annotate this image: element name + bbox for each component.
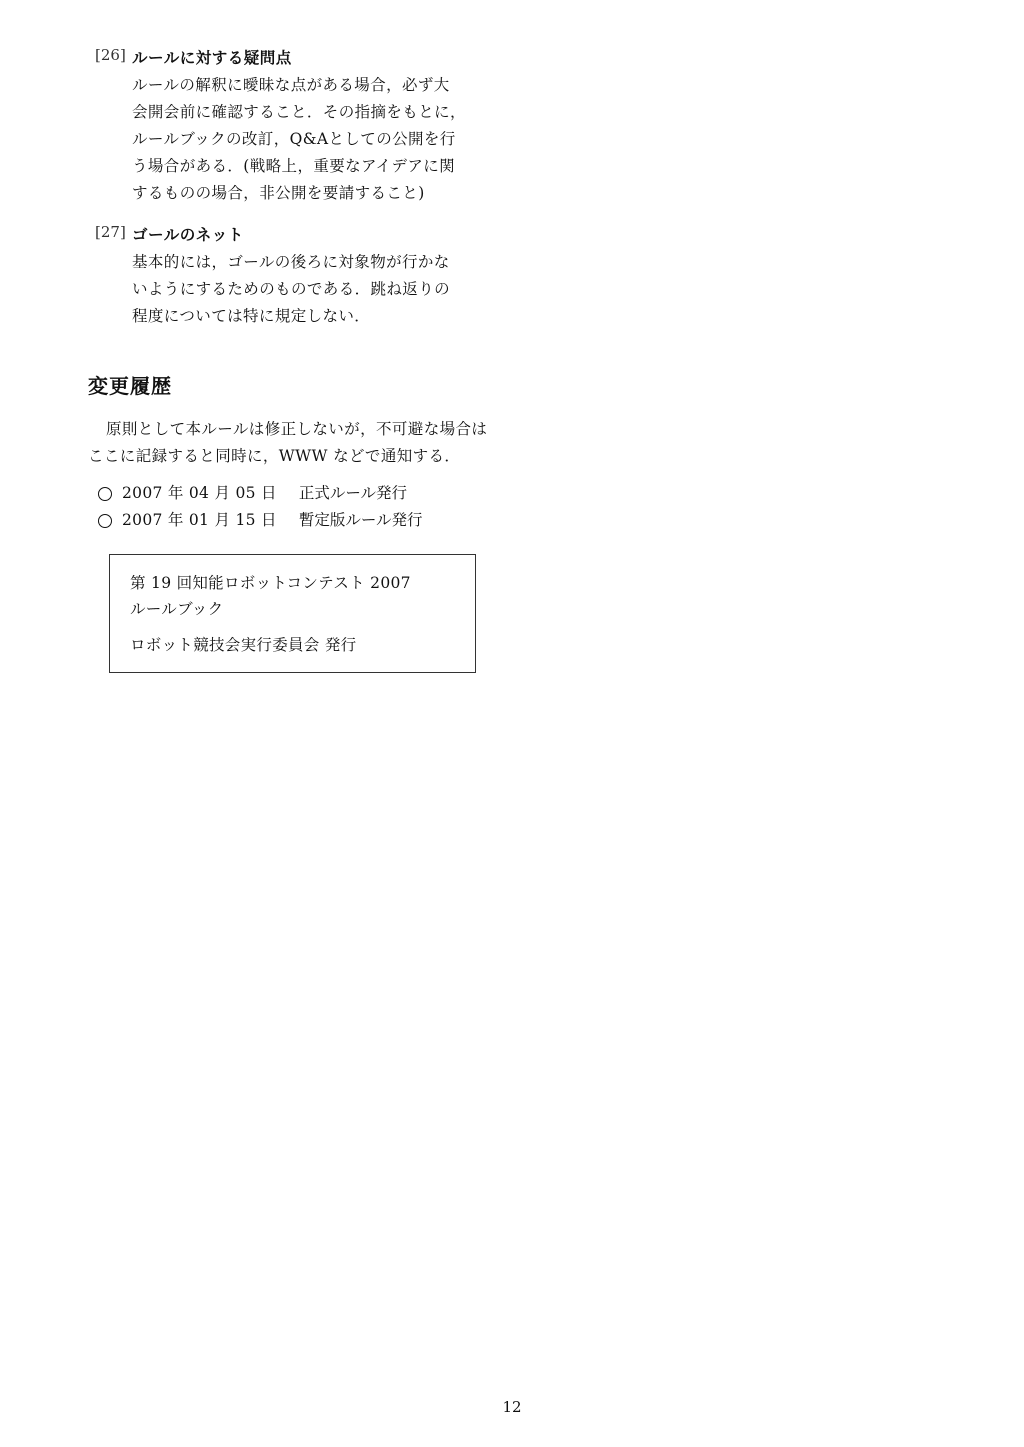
history-intro bbox=[88, 416, 508, 470]
rule-line: う場合がある．(戦略上，重要なアイデアに関 bbox=[132, 157, 456, 175]
rule-line: するものの場合，非公開を要請すること) bbox=[132, 184, 425, 202]
rule-item-26 bbox=[88, 44, 508, 207]
rule-line: ルールブックの改訂，Q&Aとしての公開を行 bbox=[132, 130, 456, 148]
intro-line: ここに記録すると同時に，WWW などで通知する． bbox=[88, 447, 461, 465]
history-entry bbox=[98, 480, 508, 507]
rule-number: [26] bbox=[95, 46, 126, 64]
issuer-line: ロボット競技会実行委員会 発行 bbox=[130, 636, 357, 654]
rule-line: 程度については特に規定しない． bbox=[132, 307, 371, 325]
main-column bbox=[88, 44, 508, 534]
publication-info-box bbox=[109, 554, 476, 673]
rule-number: [27] bbox=[95, 223, 126, 241]
rule-body bbox=[132, 249, 508, 330]
history-entry bbox=[98, 507, 508, 534]
page-number: 12 bbox=[502, 1398, 522, 1416]
history-text: 正式ルール発行 bbox=[298, 484, 408, 502]
rule-body bbox=[132, 72, 508, 207]
rule-title: ゴールのネット bbox=[132, 226, 244, 244]
circle-bullet-icon bbox=[98, 487, 112, 501]
history-text: 暫定版ルール発行 bbox=[298, 511, 423, 529]
rule-line: 基本的には，ゴールの後ろに対象物が行かな bbox=[132, 253, 450, 271]
history-date: 2007 年 04 月 05 日 bbox=[122, 484, 277, 502]
rule-title: ルールに対する疑問点 bbox=[132, 49, 292, 67]
contest-title: 第 19 回知能ロボットコンテスト 2007 bbox=[130, 574, 411, 592]
rulebook-label: ルールブック bbox=[130, 600, 224, 618]
rule-line: いようにするためのものである．跳ね返りの bbox=[132, 280, 451, 298]
circle-bullet-icon bbox=[98, 514, 112, 528]
history-section-title: 変更履歴 bbox=[88, 374, 172, 398]
history-date: 2007 年 01 月 15 日 bbox=[122, 511, 277, 529]
rule-item-27 bbox=[88, 221, 508, 330]
rule-line: 会開会前に確認すること．その指摘をもとに， bbox=[132, 103, 466, 121]
history-list bbox=[88, 480, 508, 534]
intro-line: 原則として本ルールは修正しないが，不可避な場合は bbox=[106, 420, 488, 438]
rule-line: ルールの解釈に曖昧な点がある場合，必ず大 bbox=[132, 76, 450, 94]
